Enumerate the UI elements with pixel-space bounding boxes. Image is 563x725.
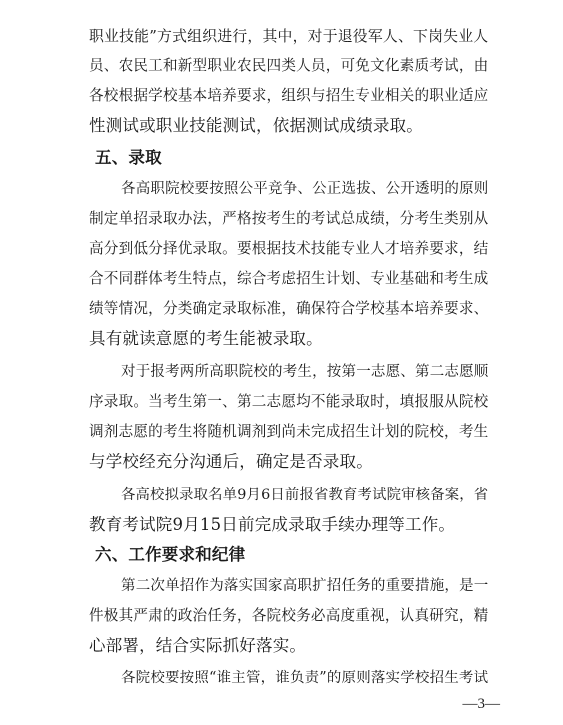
- paragraph-line: [0, 417, 563, 447]
- paragraph-line: [0, 663, 563, 693]
- line-text: 绩等情况，分类确定录取标准，确保符合学校基本培养要求、: [89, 300, 489, 317]
- paragraph-line: [0, 631, 563, 661]
- paragraph-line: [0, 51, 563, 81]
- section-heading-text: 五、录取: [95, 148, 162, 167]
- line-text: 制定单招录取办法，严格按考生的考试总成绩，分考生类别从: [89, 210, 489, 227]
- paragraph-line: [0, 174, 563, 204]
- paragraph-line: [0, 294, 563, 324]
- line-text: 职业技能”方式组织进行，其中，对于退役军人、下岗失业人: [89, 27, 489, 45]
- paragraph-line: [0, 571, 563, 601]
- line-text: 序录取。当考生第一、第二志愿均不能录取时，填报服从院校: [89, 393, 489, 410]
- line-text: 各高职院校要按照公平竞争、公正选拔、公开透明的原则: [121, 181, 489, 197]
- line-text: 具有就读意愿的考生能被录取。: [89, 329, 323, 348]
- paragraph-line: [0, 357, 563, 387]
- section-heading: [0, 540, 563, 570]
- line-text: 高分到低分择优录取。要根据技术技能专业人才培养要求，结: [89, 240, 489, 257]
- paragraph-line: [0, 234, 563, 264]
- paragraph-line: [0, 601, 563, 631]
- line-text: 第二次单招作为落实国家高职扩招任务的重要措施，是一: [121, 578, 489, 594]
- line-text: 员、农民工和新型职业农民四类人员，可免文化素质考试，由: [89, 57, 489, 74]
- section-heading-text: 六、工作要求和纪律: [95, 545, 246, 564]
- paragraph-line: [0, 324, 563, 354]
- line-text: 件极其严肃的政治任务，各院校务必高度重视，认真研究，精: [89, 607, 489, 624]
- paragraph-line: [0, 510, 563, 540]
- paragraph-line: [0, 204, 563, 234]
- line-text: 调剂志愿的考生将随机调剂到尚未完成招生计划的院校，考生: [89, 423, 489, 440]
- paragraph-line: [0, 111, 563, 141]
- line-text: 心部署，结合实际抓好落实。: [89, 636, 307, 655]
- line-text: 各高校拟录取名单9月6日前报省教育考试院审核备案，省: [121, 487, 489, 503]
- line-text: 各校根据学校基本培养要求，组织与招生专业相关的职业适应: [89, 87, 489, 104]
- paragraph-line: [0, 81, 563, 111]
- line-text: 教育考试院9月15日前完成录取手续办理等工作。: [89, 515, 456, 534]
- paragraph-line: [0, 480, 563, 510]
- line-text: 合不同群体考生特点，综合考虑招生计划、专业基础和考生成: [89, 270, 489, 287]
- line-text: 对于报考两所高职院校的考生，按第一志愿、第二志愿顺: [121, 364, 489, 380]
- paragraph-line: [0, 447, 563, 477]
- line-text: 性测试或职业技能测试，依据测试成绩录取。: [89, 116, 423, 135]
- paragraph-line: [0, 21, 563, 51]
- paragraph-line: [0, 264, 563, 294]
- line-text: 各院校要按照“谁主管，谁负责”的原则落实学校招生考试: [121, 670, 489, 686]
- paragraph-line: [0, 387, 563, 417]
- page-number: —3—: [462, 696, 500, 712]
- section-heading: [0, 143, 563, 173]
- line-text: 与学校经充分沟通后，确定是否录取。: [89, 452, 373, 471]
